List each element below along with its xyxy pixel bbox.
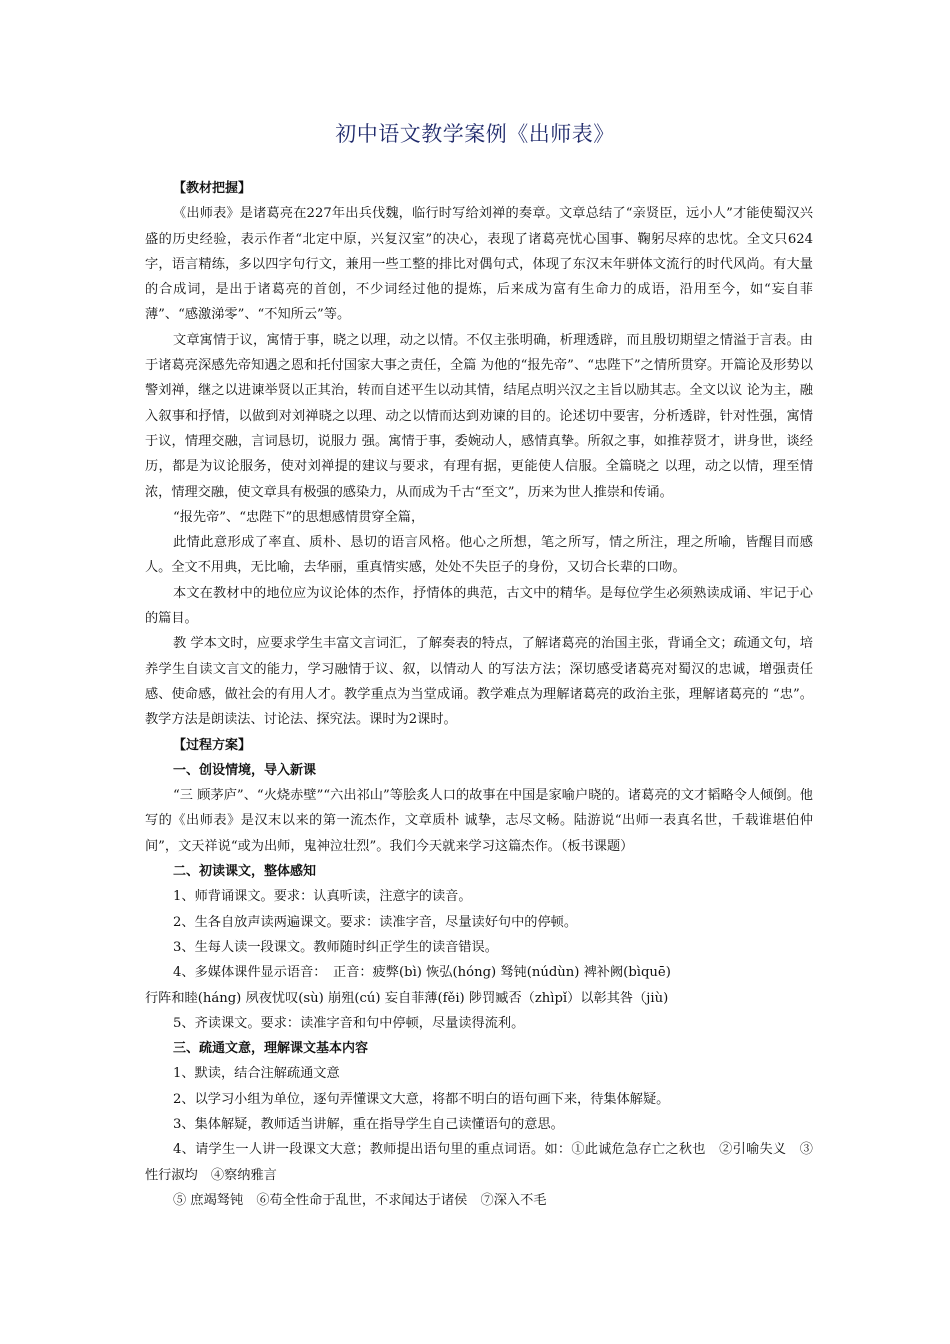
paragraph-5: 本文在教材中的地位应为议论体的杰作，抒情体的典范，古文中的精华。是每位学生必须熟读成诵、牢记于心的篇目。: [145, 585, 813, 627]
step-3-item: ⑤ 庶竭驽钝 ⑥苟全性命于乱世，不求闻达于诸侯 ⑦深入不毛: [173, 1192, 547, 1208]
paragraph-6: 教 学本文时，应要求学生丰富文言词汇，了解奏表的特点，了解诸葛亮的治国主张，背诵全文；疏通文句，培养学生自读文言文的能力，学习融情于议、叙，以情动人 的写法方法；深切感受诸葛亮对蜀汉的忠诚，增强责任感、使命感，做社会的有用人才。教学重点为当堂成诵。教学难点为理解诸葛亮的政治主张，理解诸葛亮的 “忠”。教学方法是朗读法、讨论法、探究法。课时为2课时。: [145, 636, 813, 728]
step-2-item: 2、生各自放声读两遍课文。要求：读准字音，尽量读好句中的停顿。: [173, 914, 578, 930]
document-body: [145, 176, 813, 1213]
paragraph-1: 《出师表》是诸葛亮在227年出兵伐魏，临行时写给刘禅的奏章。文章总结了“亲贤臣，远小人”才能使蜀汉兴盛的历史经验，表示作者“北定中原，兴复汉室”的决心，表现了诸葛亮忧心国事、鞠躬尽瘁的忠忱。全文只624字，语言精练，多以四字句行文，兼用一些工整的排比对偶句式，体现了东汉末年骈体文流行的时代风尚。有大量的合成词，是出于诸葛亮的首创，不少词经过他的提炼，后来成为富有生命力的成语，沿用至今，如“妄自菲薄”、“感激涕零”、“不知所云”等。: [145, 206, 813, 323]
step-3-item: 1、默读，结合注解疏通文意: [173, 1066, 340, 1082]
step-2-item: 3、生每人读一段课文。教师随时纠正学生的读音错误。: [173, 939, 498, 955]
step-2-item: 5、齐读课文。要求：读准字音和句中停顿，尽量读得流利。: [173, 1015, 525, 1031]
paragraph-3: “报先帝”、“忠陛下”的思想感情贯穿全篇，: [173, 509, 425, 525]
section-heading-process: 【过程方案】: [173, 737, 252, 753]
step-2-heading: 二、初读课文，整体感知: [173, 864, 317, 880]
section-heading-material: 【教材把握】: [173, 181, 252, 196]
step-3-item: 2、以学习小组为单位，逐句弄懂课文大意，将都不明白的语句画下来，待集体解疑。: [173, 1091, 670, 1107]
paragraph-2: 文章寓情于议，寓情于事，晓之以理，动之以情。不仅主张明确，析理透辟，而且殷切期望之情溢于言表。由于诸葛亮深感先帝知遇之恩和托付国家大事之责任，全篇 为他的“报先帝”、“忠陛下”之情所贯穿。开篇论及形势以警刘禅，继之以进谏举贤以正其治，转而自述平生以动其情，结尾点明兴汉之主旨以励其志。全文以议 论为主，融入叙事和抒情，以做到对刘禅晓之以理、动之以情而达到劝谏的目的。论述切中要害，分析透辟，针对性强，寓情于议，情理交融，言词恳切，说服力 强。寓情于事，委婉动人，感情真挚。所叙之事，如推荐贤才，讲身世，谈经历，都是为议论服务，使对刘禅提的建议与要求，有理有据，更能使人信服。全篇晓之 以理，动之以情，理至情浓，情理交融，使文章具有极强的感染力，从而成为千古“至文”，历来为世人推崇和传诵。: [145, 332, 813, 500]
step-3-heading: 三、疏通文意，理解课文基本内容: [173, 1041, 369, 1057]
step-2-item: 行阵和睦(háng) 夙夜忧叹(sù) 崩殂(cú) 妄自菲薄(fěi) 陟罚臧否（zhìpǐ）以彰其咎（jiù): [145, 990, 669, 1006]
step-2-item: 4、多媒体课件显示语音： 正音：疲弊(bì) 恢弘(hóng) 驽钝(núdùn) 裨补阙(bìquē): [173, 965, 671, 981]
step-2-item: 1、师背诵课文。要求：认真听读，注意字的读音。: [173, 889, 472, 905]
step-1-heading: 一、创设情境，导入新课: [173, 762, 317, 778]
paragraph-4: 此情此意形成了率直、质朴、恳切的语言风格。他心之所想，笔之所写，情之所注，理之所喻，皆醒目而感人。全文不用典，无比喻，去华丽，重真情实感，处处不失臣子的身份，又切合长辈的口吻。: [145, 535, 813, 576]
step-3-item: 3、集体解疑，教师适当讲解，重在指导学生自己读懂语句的意思。: [173, 1116, 564, 1132]
document-title: 初中语文教学案例《出师表》: [335, 122, 615, 146]
step-3-item: 4、请学生一人讲一段课文大意；教师提出语句里的重点词语。如：①此诚危急存亡之秋也 ②引喻失义 ③性行淑均 ④察纳雅言: [145, 1142, 813, 1183]
step-1-text: “三 顾茅庐”、“火烧赤壁”“六出祁山”等脍炙人口的故事在中国是家喻户晓的。诸葛亮的文才韬略令人倾倒。他写的《出师表》是汉末以来的第一流杰作，文章质朴 诚挚，志尽文畅。陆游说“出师一表真名世，千载谁堪伯仲间”，文天祥说“或为出师，鬼神泣壮烈”。我们今天就来学习这篇杰作。（板书课题）: [145, 788, 813, 854]
